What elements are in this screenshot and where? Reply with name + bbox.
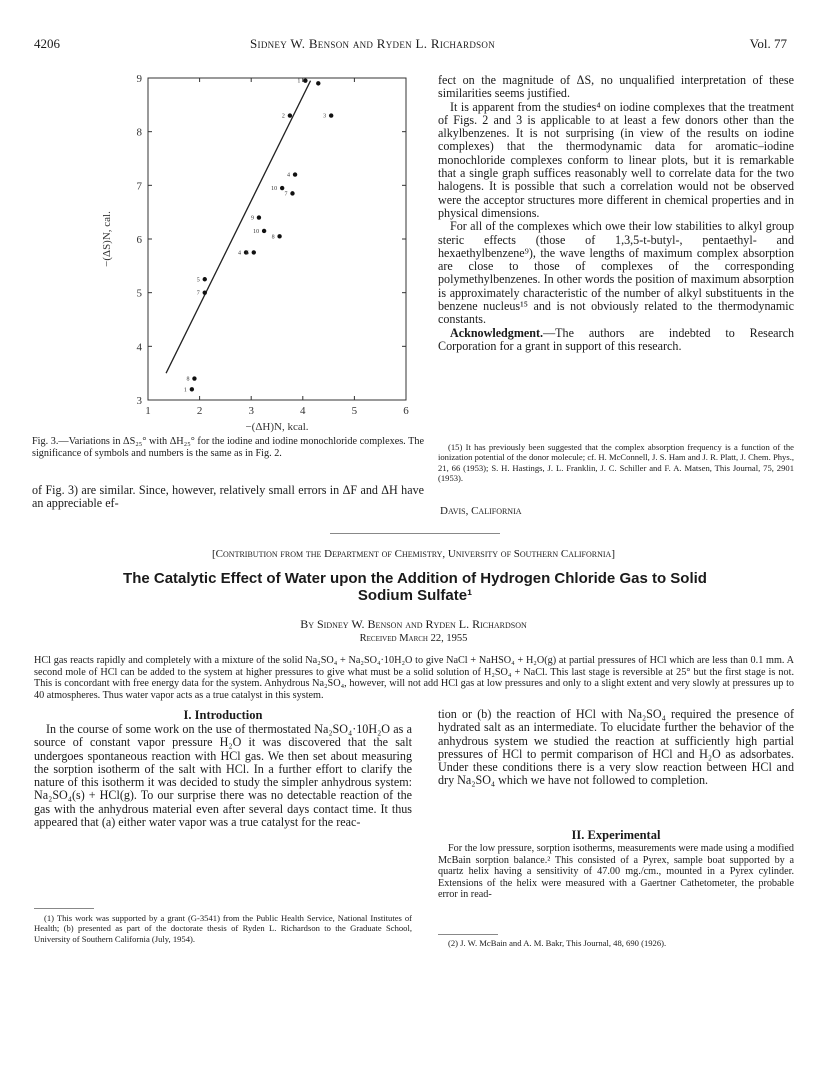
- byline: By Sidney W. Benson and Ryden L. Richardson: [300, 617, 527, 631]
- y-tick-label: 9: [136, 73, 142, 85]
- x-axis-label: −(ΔH)N, kcal.: [245, 421, 309, 433]
- section-experimental-heading: II. Experimental: [571, 828, 661, 842]
- footnote-15: (15) It has previously been suggested that the complex absorption frequency is a function of the ionization potential of the donor molecule; cf. H. McConnell, J. S. Ham and J. R. Platt, J. Chem. Phys., 21, 66 (1953); S. H. Hastings, J. L. Franklin, J. C. Schiller and F. A. Matsen, This Journal, 75, 2901 (1953).: [438, 442, 794, 484]
- acknowledgment: Acknowledgment.—The authors are indebted to Research Corporation for a grant in support of this research.: [438, 325, 794, 353]
- page-number: 4206: [34, 36, 60, 51]
- figure-3-scatter-plot: [28, 70, 423, 465]
- article-title: The Catalytic Effect of Water upon the Addition of Hydrogen Chloride Gas to Solid Sodium Sulfate¹: [123, 570, 707, 604]
- x-tick-label: 4: [300, 405, 306, 417]
- x-tick-label: 6: [403, 405, 409, 417]
- paragraph: For all of the complexes which owe their low stabilities to alkyl group steric effects (those of 1,3,5-t-butyl-, pentaethyl- and hexaethylbenzene⁹), the wave lengths of maximum complex absorption are close to those of complexes of the corresponding polymethylbenzenes. In other words the position of maximum absorption is approximately characteristic of the number of alkyl substituents in the benzene nucleus¹⁵ and is not obviously related to the thermodynamic constants.: [438, 219, 794, 327]
- introduction-text: In the course of some work on the use of thermostated Na₂SO₄·10H₂O as a source of constant vapor pressure H₂O it was discovered that the salt undergoes spontaneous reaction with HCl gas. We then set about measuring the sorption isotherm of the salt with HCl. In a further effort to clarify the nature of this isotherm it was decided to study the simpler anhydrous system: Na₂SO₄(s) + HCl(g). To our surprise there was no detectable reaction of the gas with the anhydrous material even after several days contact time. It thus appeared that (a) either water vapor was a true catalyst for the reac-: [34, 722, 412, 830]
- paragraph: fect on the magnitude of ΔS, no unqualified interpretation of these similarities seems justified.: [438, 73, 794, 101]
- point-label: 9: [250, 215, 254, 222]
- point-label: 2: [281, 113, 285, 120]
- data-point: [252, 250, 256, 254]
- y-tick-label: 8: [136, 126, 142, 139]
- footnote-2: (2) J. W. McBain and A. M. Bakr, This Journal, 48, 690 (1926).: [448, 938, 667, 948]
- figure-caption: Fig. 3.—Variations in ΔS₂₅° with ΔH₂₅° for the iodine and iodine monochloride complexes. The significance of symbols and numbers is the same as in Fig. 2.: [32, 436, 424, 459]
- data-point: [203, 290, 207, 294]
- point-label: 3: [323, 113, 327, 120]
- introduction-text-continued: tion or (b) the reaction of HCl with Na₂SO₄ required the presence of hydrated salt as an intermediate. To elucidate further the behavior of the anhydrous system we studied the reaction at sufficiently high partial pressures of HCl to permit comparison of HCl and H₂O as adsorbates. Under these conditions there is a very slow reaction between HCl and dry Na₂SO₄ which we have not followed to completion.: [438, 707, 794, 788]
- point-label: 1: [297, 78, 301, 85]
- x-tick-label: 2: [196, 405, 203, 417]
- point-label: 7: [284, 191, 288, 198]
- divider: [330, 533, 500, 534]
- y-axis-label: −(ΔS)N, cal.: [101, 211, 113, 267]
- left-column-continuation: of Fig. 3) are similar. Since, however, relatively small errors in ΔF and ΔH have an appreciable ef-: [32, 483, 424, 511]
- data-point: [303, 78, 307, 82]
- section-introduction-heading: I. Introduction: [183, 708, 263, 722]
- plot-frame: [148, 78, 406, 400]
- data-point: [290, 191, 294, 195]
- footnote-1: (1) This work was supported by a grant (G-3541) from the Public Health Service, National Institutes of Health; (b) presented as part of the doctorate thesis of Ryden L. Richardson to the Graduate School, University of Southern California (July, 1954).: [34, 913, 412, 944]
- y-tick-label: 5: [136, 287, 142, 300]
- data-point: [277, 234, 281, 238]
- x-tick-label: 3: [248, 405, 254, 417]
- data-point: [203, 277, 207, 281]
- y-tick-label: 3: [136, 395, 142, 407]
- contribution-line: [Contribution from the Department of Chemistry, University of Southern California]: [212, 548, 615, 560]
- y-tick-label: 6: [136, 234, 142, 246]
- point-label: 5: [196, 277, 200, 284]
- fit-line: [166, 78, 310, 373]
- x-tick-label: 5: [351, 405, 358, 417]
- footnote-rule: [34, 908, 94, 909]
- data-point: [262, 229, 266, 233]
- point-label: 10: [253, 228, 260, 235]
- x-tick-label: 1: [145, 405, 151, 417]
- point-label: 8: [271, 234, 275, 241]
- point-label: 4: [238, 250, 242, 257]
- data-point: [257, 215, 261, 219]
- abstract: HCl gas reacts rapidly and completely with a mixture of the solid Na₂SO₄ + Na₂SO₄·10H₂O to give NaCl + NaHSO₄ + H₂O(g) at partial pressures of HCl which are less than 0.1 mm. A second mole of HCl can be added to the system at higher pressures to give what must be a solid solution of H₂SO₄ + NaCl. This last stage is reversible at 25° but the first stage is not. This is concordant with free energy data for the system. Anhydrous Na₂SO₄, however, will not add HCl gas at low pressures and only to a slight extent and very slowly at pressures up to 40 atmospheres. Thus water vapor acts as a true catalyst in this system.: [34, 655, 794, 701]
- point-label: 1: [183, 387, 187, 394]
- point-label: 6: [245, 250, 249, 257]
- received-date: Received March 22, 1955: [359, 633, 468, 644]
- data-point: [190, 387, 194, 391]
- data-point: [280, 186, 284, 190]
- y-tick-label: 4: [136, 341, 142, 354]
- point-label: 4: [287, 172, 291, 179]
- data-point: [293, 172, 297, 176]
- running-head-authors: Sidney W. Benson and Ryden L. Richardson: [250, 36, 496, 51]
- footnote-rule: [438, 934, 498, 935]
- experimental-text: For the low pressure, sorption isotherms, measurements were made using a modified McBain sorption balance.² This consisted of a Pyrex, sample boat supported by a quartz helix having a sensitivity of 47.00 mg./cm., mounted in a Pyrex cylinder. Extensions of the helix were measured with a Gaertner Cathetometer, the probable error in read-: [438, 843, 794, 901]
- right-column-text: [438, 74, 794, 353]
- point-label: 7: [196, 290, 200, 297]
- data-point: [329, 113, 333, 117]
- volume-label: Vol. 77: [749, 36, 787, 51]
- y-tick-label: 7: [136, 180, 142, 193]
- data-point: [316, 81, 320, 85]
- data-point: [192, 376, 196, 380]
- data-point: [288, 113, 292, 117]
- paragraph: It is apparent from the studies⁴ on iodine complexes that the treatment of Figs. 2 and 3 is applicable to at least a few donors other than the alkylbenzenes. It is not surprising (in view of the results on iodine complexes) that the thermodynamic data for aromatic–iodine monochloride complexes conform to linear plots, but it is remarkable that a single graph suffices reasonably well to correlate data for the two halogens. It is possible that such a correlation would not be observed were the acceptor structures more different in chemical properties and in physical dimensions.: [438, 99, 794, 220]
- point-label: 10: [271, 186, 278, 193]
- location: Davis, California: [440, 505, 522, 517]
- point-label: 8: [186, 376, 190, 383]
